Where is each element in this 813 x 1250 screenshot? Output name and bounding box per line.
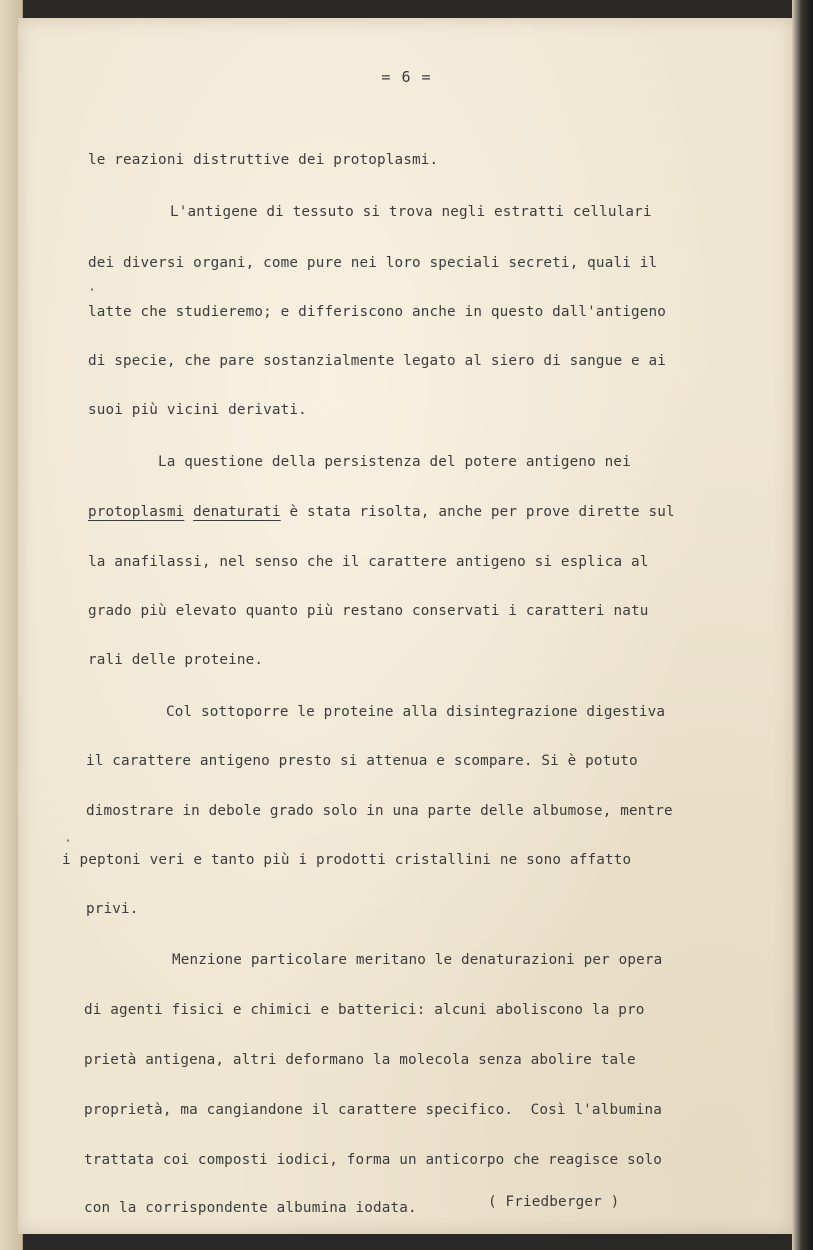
page-number: = 6 = (381, 68, 432, 86)
text-line-3: dei diversi organi, come pure nei loro speciali secreti, quali il (88, 255, 658, 271)
text-line-15: i peptoni veri e tanto più i prodotti cristallini ne sono affatto (62, 852, 632, 868)
citation-friedberger: ( Friedberger ) (488, 1194, 620, 1210)
underlined-word-protoplasmi: protoplasmi (88, 504, 185, 520)
text-line-17: Menzione particolare meritano le denaturazioni per opera (172, 952, 663, 968)
text-line-8-rest: è stata risolta, anche per prove dirette sul (280, 504, 675, 520)
page-right-edge (792, 0, 813, 1250)
text-line-20: proprietà, ma cangiandone il carattere specifico. Così l'albumina (84, 1102, 662, 1118)
text-line-14: dimostrare in debole grado solo in una parte delle albumose, mentre (86, 803, 673, 819)
text-line-21: trattata coi composti iodici, forma un anticorpo che reagisce solo (84, 1152, 662, 1168)
text-line-2: L'antigene di tessuto si trova negli estratti cellulari (170, 204, 652, 220)
text-line-22: con la corrispondente albumina iodata. (84, 1200, 417, 1216)
ink-dot-mark: · (64, 834, 72, 849)
text-line-1: le reazioni distruttive dei protoplasmi. (88, 152, 439, 168)
text-space (184, 504, 193, 520)
text-line-5: di specie, che pare sostanzialmente legato al siero di sangue e ai (88, 353, 666, 369)
text-line-18: di agenti fisici e chimici e batterici: alcuni aboliscono la pro (84, 1002, 645, 1018)
text-line-9: la anafilassi, nel senso che il carattere antigeno si esplica al (88, 554, 649, 570)
text-line-16: privi. (86, 901, 139, 917)
text-line-13: il carattere antigeno presto si attenua e scompare. Si è potuto (86, 753, 638, 769)
text-line-8 (88, 502, 675, 522)
ink-dot-mark-small: · (88, 283, 96, 298)
underlined-word-denaturati: denaturati (193, 504, 281, 520)
text-line-19: prietà antigena, altri deformano la molecola senza abolire tale (84, 1052, 636, 1068)
text-line-6: suoi più vicini derivati. (88, 402, 307, 418)
text-line-4: latte che studieremo; e differiscono anche in questo dall'antigeno (88, 304, 666, 320)
text-line-10: grado più elevato quanto più restano conservati i caratteri natu (88, 603, 649, 619)
text-line-11: rali delle proteine. (88, 652, 264, 668)
text-line-7: La questione della persistenza del potere antigeno nei (158, 454, 631, 470)
text-line-12: Col sottoporre le proteine alla disintegrazione digestiva (166, 704, 666, 720)
